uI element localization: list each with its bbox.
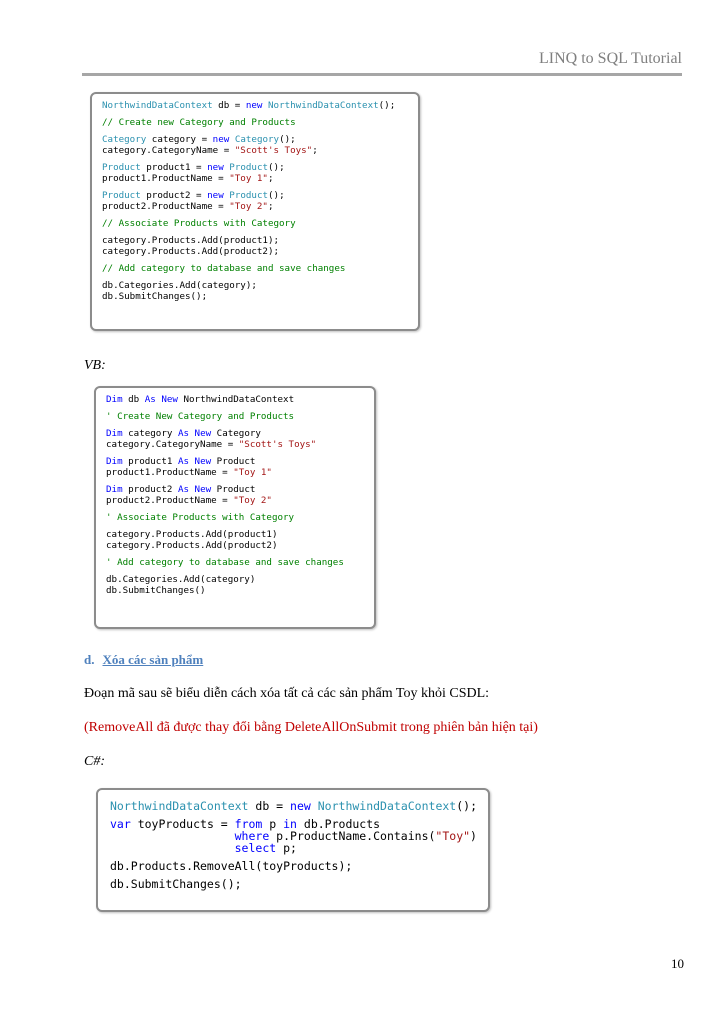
code-token: ) bbox=[470, 829, 477, 843]
code-token: ' Associate Products with Category bbox=[106, 512, 295, 523]
code-token bbox=[311, 799, 318, 813]
code-token: ; bbox=[267, 173, 274, 184]
code-block-csharp-delete bbox=[96, 788, 490, 912]
code-token: "Scott's Toys" bbox=[234, 145, 313, 156]
code-token: new bbox=[290, 799, 311, 813]
code-token: Product bbox=[211, 456, 256, 467]
code-token: "Toy 1" bbox=[233, 467, 272, 478]
code-token: db bbox=[122, 394, 145, 405]
code-token: // Create new Category and Products bbox=[102, 117, 296, 128]
code-token: toyProducts = bbox=[130, 817, 235, 831]
code-token: Product bbox=[102, 190, 141, 201]
code-line bbox=[106, 574, 374, 585]
code-token: category.Products.Add(product2) bbox=[106, 540, 278, 551]
code-line bbox=[106, 467, 374, 478]
code-token: db.Products.RemoveAll(toyProducts); bbox=[110, 859, 353, 873]
code-token: Product bbox=[229, 190, 269, 201]
code-token: db.SubmitChanges() bbox=[106, 585, 206, 596]
code-line bbox=[102, 173, 418, 184]
code-token: ; bbox=[312, 145, 318, 156]
code-line bbox=[106, 394, 374, 405]
code-line bbox=[102, 117, 418, 128]
code-line bbox=[102, 291, 418, 302]
code-token: NorthwindDataContext bbox=[268, 100, 379, 111]
code-token: NorthwindDataContext bbox=[102, 100, 213, 111]
code-line bbox=[110, 878, 488, 890]
code-token: Dim bbox=[106, 456, 123, 467]
code-line bbox=[106, 428, 374, 439]
code-token: Category bbox=[234, 134, 280, 145]
code-token: in bbox=[283, 817, 297, 831]
code-token: product1 bbox=[122, 456, 178, 467]
code-token: // Add category to database and save changes bbox=[102, 263, 346, 274]
code-block-vb-create bbox=[94, 386, 376, 629]
code-token: select bbox=[234, 841, 277, 855]
code-token: db.Categories.Add(category) bbox=[106, 574, 256, 585]
code-token: db = bbox=[212, 100, 246, 111]
code-token: Product bbox=[211, 484, 256, 495]
code-token: category.Products.Add(product1) bbox=[106, 529, 278, 540]
code-token: category.CategoryName = bbox=[102, 145, 235, 156]
code-token: Product bbox=[102, 162, 141, 173]
code-token: NorthwindDataContext bbox=[317, 799, 457, 813]
code-token: "Scott's Toys" bbox=[238, 439, 317, 450]
code-token: product2 bbox=[122, 484, 178, 495]
code-token: As New bbox=[177, 484, 212, 495]
code-token: p bbox=[262, 817, 284, 831]
code-line bbox=[106, 456, 374, 467]
code-line bbox=[102, 190, 418, 201]
code-token: where bbox=[234, 829, 270, 843]
code-token: product2.ProductName = bbox=[102, 201, 230, 212]
section-number: d. bbox=[84, 652, 95, 667]
label-vb: VB: bbox=[84, 358, 106, 373]
code-token: product1 = bbox=[140, 162, 208, 173]
code-token: ' Add category to database and save changes bbox=[106, 557, 344, 568]
code-token: var bbox=[110, 817, 131, 831]
code-line bbox=[102, 100, 418, 111]
code-token: new bbox=[212, 134, 230, 145]
code-token: product2.ProductName = bbox=[106, 495, 234, 506]
code-token: Product bbox=[229, 162, 269, 173]
code-line bbox=[106, 439, 374, 450]
section-title-link[interactable]: Xóa các sản phẩm bbox=[102, 652, 204, 667]
intro-paragraph: Đoạn mã sau sẽ biểu diễn cách xóa tất cả các sản phẩm Toy khỏi CSDL: bbox=[84, 686, 490, 701]
code-line bbox=[102, 246, 418, 257]
code-token: As New bbox=[144, 394, 178, 405]
code-token: As New bbox=[177, 428, 212, 439]
code-line bbox=[102, 201, 418, 212]
page-number: 10 bbox=[671, 956, 684, 971]
code-token: product1.ProductName = bbox=[102, 173, 230, 184]
code-token: p; bbox=[276, 841, 297, 855]
code-token: ' Create New Category and Products bbox=[106, 411, 295, 422]
code-token: category.Products.Add(product1); bbox=[102, 235, 280, 246]
code-token: Dim bbox=[106, 428, 123, 439]
code-line bbox=[106, 411, 374, 422]
code-token: category.Products.Add(product2); bbox=[102, 246, 280, 257]
code-line bbox=[106, 529, 374, 540]
code-line bbox=[106, 512, 374, 523]
code-line bbox=[102, 218, 418, 229]
code-token: db = bbox=[248, 799, 291, 813]
code-token: Category bbox=[102, 134, 147, 145]
code-token: Dim bbox=[106, 484, 123, 495]
code-line bbox=[102, 162, 418, 173]
code-token: (); bbox=[268, 162, 285, 173]
code-token: "Toy" bbox=[435, 829, 471, 843]
code-line bbox=[102, 263, 418, 274]
code-token bbox=[110, 841, 235, 855]
code-line bbox=[102, 134, 418, 145]
code-line bbox=[110, 800, 488, 812]
code-token: NorthwindDataContext bbox=[177, 394, 295, 405]
code-token: Dim bbox=[106, 394, 123, 405]
code-token: "Toy 1" bbox=[229, 173, 268, 184]
code-token: db.Categories.Add(category); bbox=[102, 280, 257, 291]
code-token: (); bbox=[268, 190, 285, 201]
code-token: new bbox=[245, 100, 263, 111]
code-token: category = bbox=[146, 134, 213, 145]
code-token: NorthwindDataContext bbox=[110, 799, 249, 813]
code-line bbox=[110, 860, 488, 872]
header-rule bbox=[82, 73, 682, 76]
code-line bbox=[102, 145, 418, 156]
code-block-csharp-create bbox=[90, 92, 420, 331]
running-header: LINQ to SQL Tutorial bbox=[539, 50, 682, 67]
code-token: new bbox=[207, 162, 224, 173]
code-line bbox=[102, 280, 418, 291]
code-token: ; bbox=[267, 201, 274, 212]
note-paragraph: (RemoveAll đã được thay đổi bằng DeleteAllOnSubmit trong phiên bản hiện tại) bbox=[84, 720, 538, 735]
code-token: (); bbox=[279, 134, 296, 145]
code-token: product1.ProductName = bbox=[106, 467, 234, 478]
code-token: new bbox=[207, 190, 224, 201]
code-token: category.CategoryName = bbox=[106, 439, 239, 450]
code-token: product2 = bbox=[140, 190, 208, 201]
code-token: "Toy 2" bbox=[229, 201, 268, 212]
code-token: category bbox=[122, 428, 178, 439]
code-token: p.ProductName.Contains( bbox=[269, 829, 436, 843]
section-heading bbox=[84, 652, 203, 668]
code-line bbox=[106, 540, 374, 551]
code-token: "Toy 2" bbox=[233, 495, 272, 506]
code-token: Category bbox=[211, 428, 261, 439]
code-line bbox=[102, 235, 418, 246]
code-token: from bbox=[234, 817, 263, 831]
label-csharp: C#: bbox=[84, 754, 105, 769]
code-token: db.Products bbox=[296, 817, 381, 831]
code-line bbox=[106, 557, 374, 568]
code-token: As New bbox=[177, 456, 212, 467]
code-line bbox=[110, 842, 488, 854]
code-token: // Associate Products with Category bbox=[102, 218, 296, 229]
code-token: db.SubmitChanges(); bbox=[110, 877, 242, 891]
code-token: db.SubmitChanges(); bbox=[102, 291, 208, 302]
code-line bbox=[106, 495, 374, 506]
code-token: (); bbox=[378, 100, 396, 111]
code-token: (); bbox=[456, 799, 478, 813]
code-line bbox=[106, 484, 374, 495]
code-line bbox=[106, 585, 374, 596]
